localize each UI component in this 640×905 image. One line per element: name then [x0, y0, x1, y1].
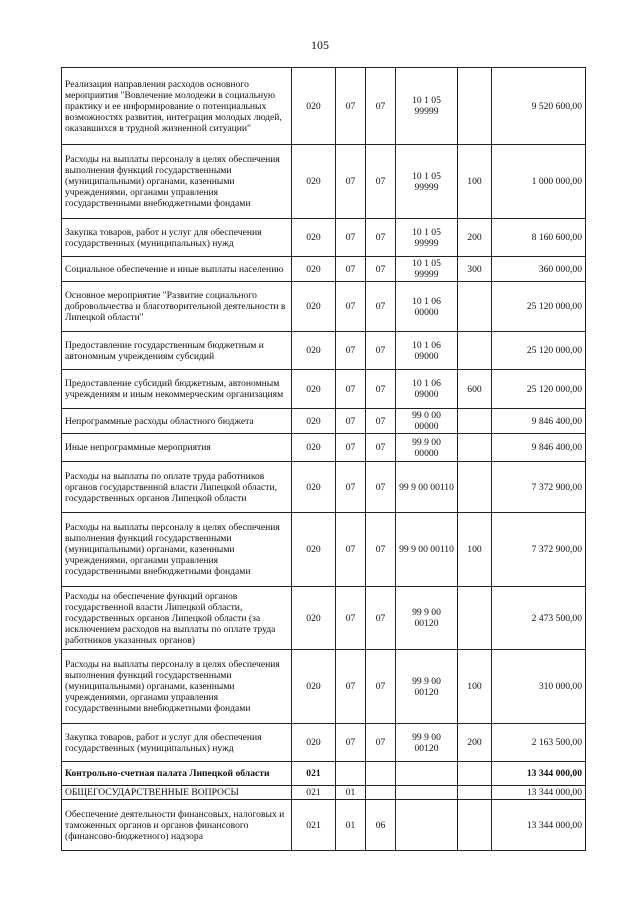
cell-ved: 020	[292, 145, 336, 219]
cell-pr: 07	[366, 724, 396, 762]
cell-ved: 020	[292, 282, 336, 332]
cell-csr: 10 1 06 09000	[396, 332, 458, 370]
table-row	[62, 800, 586, 851]
cell-csr: 10 1 06 09000	[396, 370, 458, 409]
cell-rz: 07	[336, 434, 366, 462]
table-row	[62, 145, 586, 219]
cell-name: Непрограммные расходы областного бюджета	[62, 409, 292, 434]
cell-sum: 13 344 000,00	[492, 762, 586, 786]
cell-csr: 10 1 06 00000	[396, 282, 458, 332]
table-row	[62, 724, 586, 762]
cell-sum: 25 120 000,00	[492, 370, 586, 409]
table-row	[62, 762, 586, 786]
cell-name: Основное мероприятие "Развитие социального добровольчества и благотворительной деятельности в Липецкой области"	[62, 282, 292, 332]
table-row	[62, 370, 586, 409]
cell-sum: 2 473 500,00	[492, 587, 586, 650]
cell-sum: 13 344 000,00	[492, 800, 586, 851]
cell-csr: 99 0 00 00000	[396, 409, 458, 434]
cell-pr: 07	[366, 513, 396, 587]
cell-pr: 07	[366, 370, 396, 409]
cell-csr: 99 9 00 00110	[396, 462, 458, 513]
cell-pr: 07	[366, 650, 396, 724]
table-row	[62, 68, 586, 145]
cell-csr: 99 9 00 00120	[396, 724, 458, 762]
cell-rz: 07	[336, 145, 366, 219]
cell-name: Предоставление государственным бюджетным и автономным учреждениям субсидий	[62, 332, 292, 370]
cell-ved: 020	[292, 587, 336, 650]
cell-name: ОБЩЕГОСУДАРСТВЕННЫЕ ВОПРОСЫ	[62, 786, 292, 800]
cell-rz: 07	[336, 650, 366, 724]
cell-pr: 07	[366, 409, 396, 434]
cell-vr: 200	[458, 219, 492, 257]
cell-csr: 10 1 05 99999	[396, 145, 458, 219]
cell-vr	[458, 332, 492, 370]
cell-ved: 021	[292, 800, 336, 851]
cell-rz: 07	[336, 409, 366, 434]
cell-csr: 99 9 00 00000	[396, 434, 458, 462]
cell-rz: 07	[336, 219, 366, 257]
cell-ved: 020	[292, 257, 336, 282]
cell-csr: 10 1 05 99999	[396, 257, 458, 282]
cell-rz: 01	[336, 786, 366, 800]
cell-csr: 99 9 00 00120	[396, 587, 458, 650]
cell-pr: 07	[366, 68, 396, 145]
cell-rz: 07	[336, 68, 366, 145]
cell-csr: 99 9 00 00110	[396, 513, 458, 587]
budget-table	[61, 67, 586, 851]
cell-name: Обеспечение деятельности финансовых, налоговых и таможенных органов и органов финансового (финансово-бюджетного) надзора	[62, 800, 292, 851]
table-row	[62, 462, 586, 513]
cell-vr	[458, 800, 492, 851]
table-row	[62, 282, 586, 332]
table-row	[62, 257, 586, 282]
cell-vr	[458, 762, 492, 786]
cell-pr	[366, 786, 396, 800]
cell-sum: 9 846 400,00	[492, 409, 586, 434]
cell-rz: 07	[336, 462, 366, 513]
cell-name: Закупка товаров, работ и услуг для обеспечения государственных (муниципальных) нужд	[62, 724, 292, 762]
cell-csr: 10 1 05 99999	[396, 219, 458, 257]
cell-vr	[458, 434, 492, 462]
cell-pr: 07	[366, 587, 396, 650]
cell-ved: 020	[292, 650, 336, 724]
table-row	[62, 219, 586, 257]
cell-pr	[366, 762, 396, 786]
cell-ved: 020	[292, 332, 336, 370]
table-row	[62, 409, 586, 434]
cell-ved: 020	[292, 409, 336, 434]
table-row	[62, 332, 586, 370]
table-body	[62, 68, 586, 851]
cell-ved: 020	[292, 462, 336, 513]
cell-rz: 07	[336, 332, 366, 370]
cell-name: Иные непрограммные мероприятия	[62, 434, 292, 462]
cell-sum: 25 120 000,00	[492, 282, 586, 332]
cell-pr: 07	[366, 257, 396, 282]
cell-rz: 07	[336, 513, 366, 587]
cell-sum: 9 520 600,00	[492, 68, 586, 145]
cell-pr: 07	[366, 282, 396, 332]
cell-rz: 07	[336, 370, 366, 409]
cell-name: Закупка товаров, работ и услуг для обеспечения государственных (муниципальных) нужд	[62, 219, 292, 257]
cell-csr: 99 9 00 00120	[396, 650, 458, 724]
cell-name: Расходы на выплаты персоналу в целях обеспечения выполнения функций государственными (муниципальными) органами, казенными учреждениями, органами управления государственными внебюджетными фондами	[62, 145, 292, 219]
cell-rz: 01	[336, 800, 366, 851]
cell-vr: 100	[458, 650, 492, 724]
cell-vr: 600	[458, 370, 492, 409]
cell-sum: 25 120 000,00	[492, 332, 586, 370]
cell-sum: 2 163 500,00	[492, 724, 586, 762]
cell-sum: 9 846 400,00	[492, 434, 586, 462]
cell-vr	[458, 68, 492, 145]
cell-vr: 100	[458, 145, 492, 219]
cell-rz: 07	[336, 282, 366, 332]
cell-ved: 020	[292, 219, 336, 257]
cell-vr	[458, 786, 492, 800]
cell-vr: 100	[458, 513, 492, 587]
page-number: 105	[311, 38, 329, 52]
cell-rz: 07	[336, 587, 366, 650]
cell-rz: 07	[336, 724, 366, 762]
cell-pr: 07	[366, 462, 396, 513]
cell-ved: 020	[292, 370, 336, 409]
cell-name: Социальное обеспечение и иные выплаты населению	[62, 257, 292, 282]
cell-name: Расходы на выплаты персоналу в целях обеспечения выполнения функций государственными (муниципальными) органами, казенными учреждениями, органами управления государственными внебюджетными фондами	[62, 513, 292, 587]
cell-rz	[336, 762, 366, 786]
cell-sum: 8 160 600,00	[492, 219, 586, 257]
cell-name: Реализация направления расходов основного мероприятия "Вовлечение молодежи в социальную практику и ее информирование о потенциальных возможностях развития, интеграция молодых людей, оказавшихся в трудной жизненной ситуации"	[62, 68, 292, 145]
cell-name: Расходы на обеспечение функций органов государственной власти Липецкой области, государственных органов Липецкой области (за исключением расходов на выплаты по оплате труда работников указанных органов)	[62, 587, 292, 650]
cell-name: Предоставление субсидий бюджетным, автономным учреждениям и иным некоммерческим организациям	[62, 370, 292, 409]
table-row	[62, 786, 586, 800]
cell-ved: 020	[292, 434, 336, 462]
table-row	[62, 434, 586, 462]
cell-csr	[396, 786, 458, 800]
cell-sum: 7 372 900,00	[492, 462, 586, 513]
cell-pr: 07	[366, 434, 396, 462]
table-row	[62, 513, 586, 587]
cell-name: Контрольно-счетная палата Липецкой области	[62, 762, 292, 786]
cell-csr	[396, 762, 458, 786]
cell-vr	[458, 409, 492, 434]
cell-name: Расходы на выплаты по оплате труда работников органов государственной власти Липецкой области, государственных органов Липецкой области	[62, 462, 292, 513]
cell-name: Расходы на выплаты персоналу в целях обеспечения выполнения функций государственными (муниципальными) органами, казенными учреждениями, органами управления государственными внебюджетными фондами	[62, 650, 292, 724]
cell-pr: 07	[366, 219, 396, 257]
cell-ved: 021	[292, 762, 336, 786]
cell-pr: 06	[366, 800, 396, 851]
cell-ved: 020	[292, 724, 336, 762]
table-row	[62, 587, 586, 650]
cell-ved: 020	[292, 68, 336, 145]
cell-vr	[458, 282, 492, 332]
cell-pr: 07	[366, 332, 396, 370]
cell-vr	[458, 587, 492, 650]
cell-rz: 07	[336, 257, 366, 282]
cell-ved: 021	[292, 786, 336, 800]
cell-vr: 200	[458, 724, 492, 762]
cell-sum: 7 372 900,00	[492, 513, 586, 587]
cell-vr	[458, 462, 492, 513]
cell-pr: 07	[366, 145, 396, 219]
cell-csr	[396, 800, 458, 851]
cell-sum: 13 344 000,00	[492, 786, 586, 800]
cell-vr: 300	[458, 257, 492, 282]
cell-ved: 020	[292, 513, 336, 587]
cell-csr: 10 1 05 99999	[396, 68, 458, 145]
cell-sum: 1 000 000,00	[492, 145, 586, 219]
cell-sum: 310 000,00	[492, 650, 586, 724]
cell-sum: 360 000,00	[492, 257, 586, 282]
table-row	[62, 650, 586, 724]
